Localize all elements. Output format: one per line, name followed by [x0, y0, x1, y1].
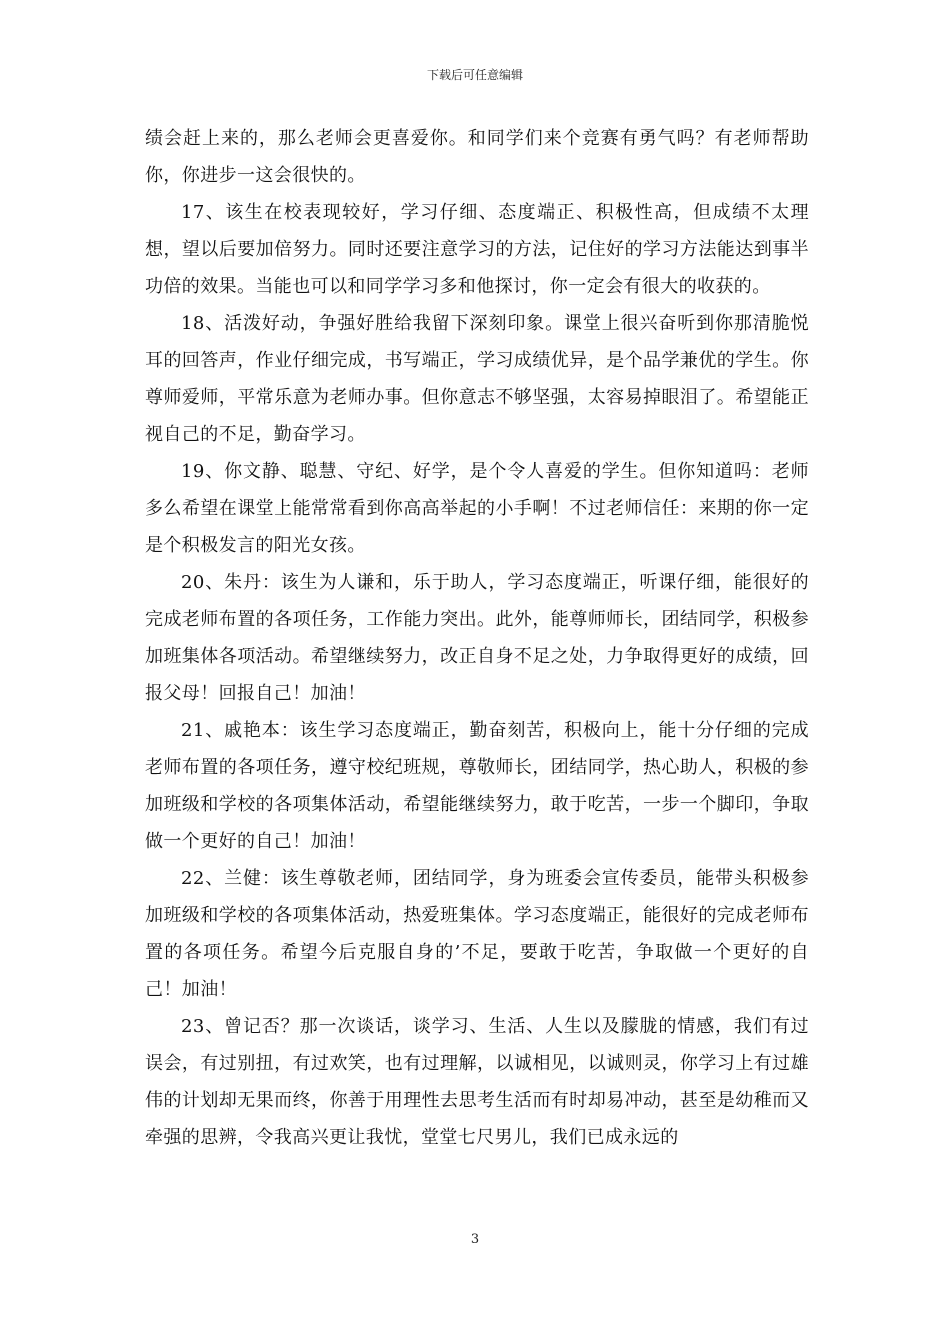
page-number: 3	[470, 1232, 480, 1247]
paragraph-continued: 绩会赶上来的，那么老师会更喜爱你。和同学们来个竞赛有勇气吗？有老师帮助你，你进步一这会很快的。	[145, 128, 809, 186]
paragraph-20: 20、朱丹：该生为人谦和，乐于助人，学习态度端正，听课仔细，能很好的完成老师布置的各项任务，工作能力突出。此外，能尊师师长，团结同学，积极参加班集体各项活动。希望继续努力，改正自身不足之处，力争取得更好的成绩，回报父母！回报自己！加油！	[145, 572, 809, 704]
page-header: 下载后可任意编辑	[426, 68, 523, 82]
paragraph-19: 19、你文静、聪慧、守纪、好学，是个令人喜爱的学生。但你知道吗：老师多么希望在课堂上能常常看到你高高举起的小手啊！不过老师信任：来期的你一定是个积极发言的阳光女孩。	[145, 461, 809, 556]
paragraph-22: 22、兰健：该生尊敬老师，团结同学，身为班委会宣传委员，能带头积极参加班级和学校的各项集体活动，热爱班集体。学习态度端正，能很好的完成老师布置的各项任务。希望今后克服自身的’不足，要敢于吃苦，争取做一个更好的自己！加油！	[145, 868, 809, 1000]
paragraph-17: 17、该生在校表现较好，学习仔细、态度端正、积极性高，但成绩不太理想，望以后要加倍努力。同时还要注意学习的方法，记住好的学习方法能达到事半功倍的效果。当能也可以和同学学习多和他探讨，你一定会有很大的收获的。	[145, 202, 809, 297]
paragraph-21: 21、戚艳本：该生学习态度端正，勤奋刻苦，积极向上，能十分仔细的完成老师布置的各项任务，遵守校纪班规，尊敬师长，团结同学，热心助人，积极的参加班级和学校的各项集体活动，希望能继续努力，敢于吃苦，一步一个脚印，争取做一个更好的自己！加油！	[145, 720, 809, 852]
document-body	[145, 120, 809, 1156]
paragraph-23: 23、曾记否？那一次谈话，谈学习、生活、人生以及朦胧的情感，我们有过误会，有过别扭，有过欢笑，也有过理解，以诚相见，以诚则灵，你学习上有过雄伟的计划却无果而终，你善于用理性去思考生活而有时却易冲动，甚至是幼稚而又牵强的思辨，令我高兴更让我忧，堂堂七尺男儿，我们已成永远的	[145, 1016, 809, 1148]
paragraph-18: 18、活泼好动，争强好胜给我留下深刻印象。课堂上很兴奋听到你那清脆悦耳的回答声，作业仔细完成，书写端正，学习成绩优异，是个品学兼优的学生。你尊师爱师，平常乐意为老师办事。但你意志不够坚强，太容易掉眼泪了。希望能正视自己的不足，勤奋学习。	[145, 313, 809, 445]
